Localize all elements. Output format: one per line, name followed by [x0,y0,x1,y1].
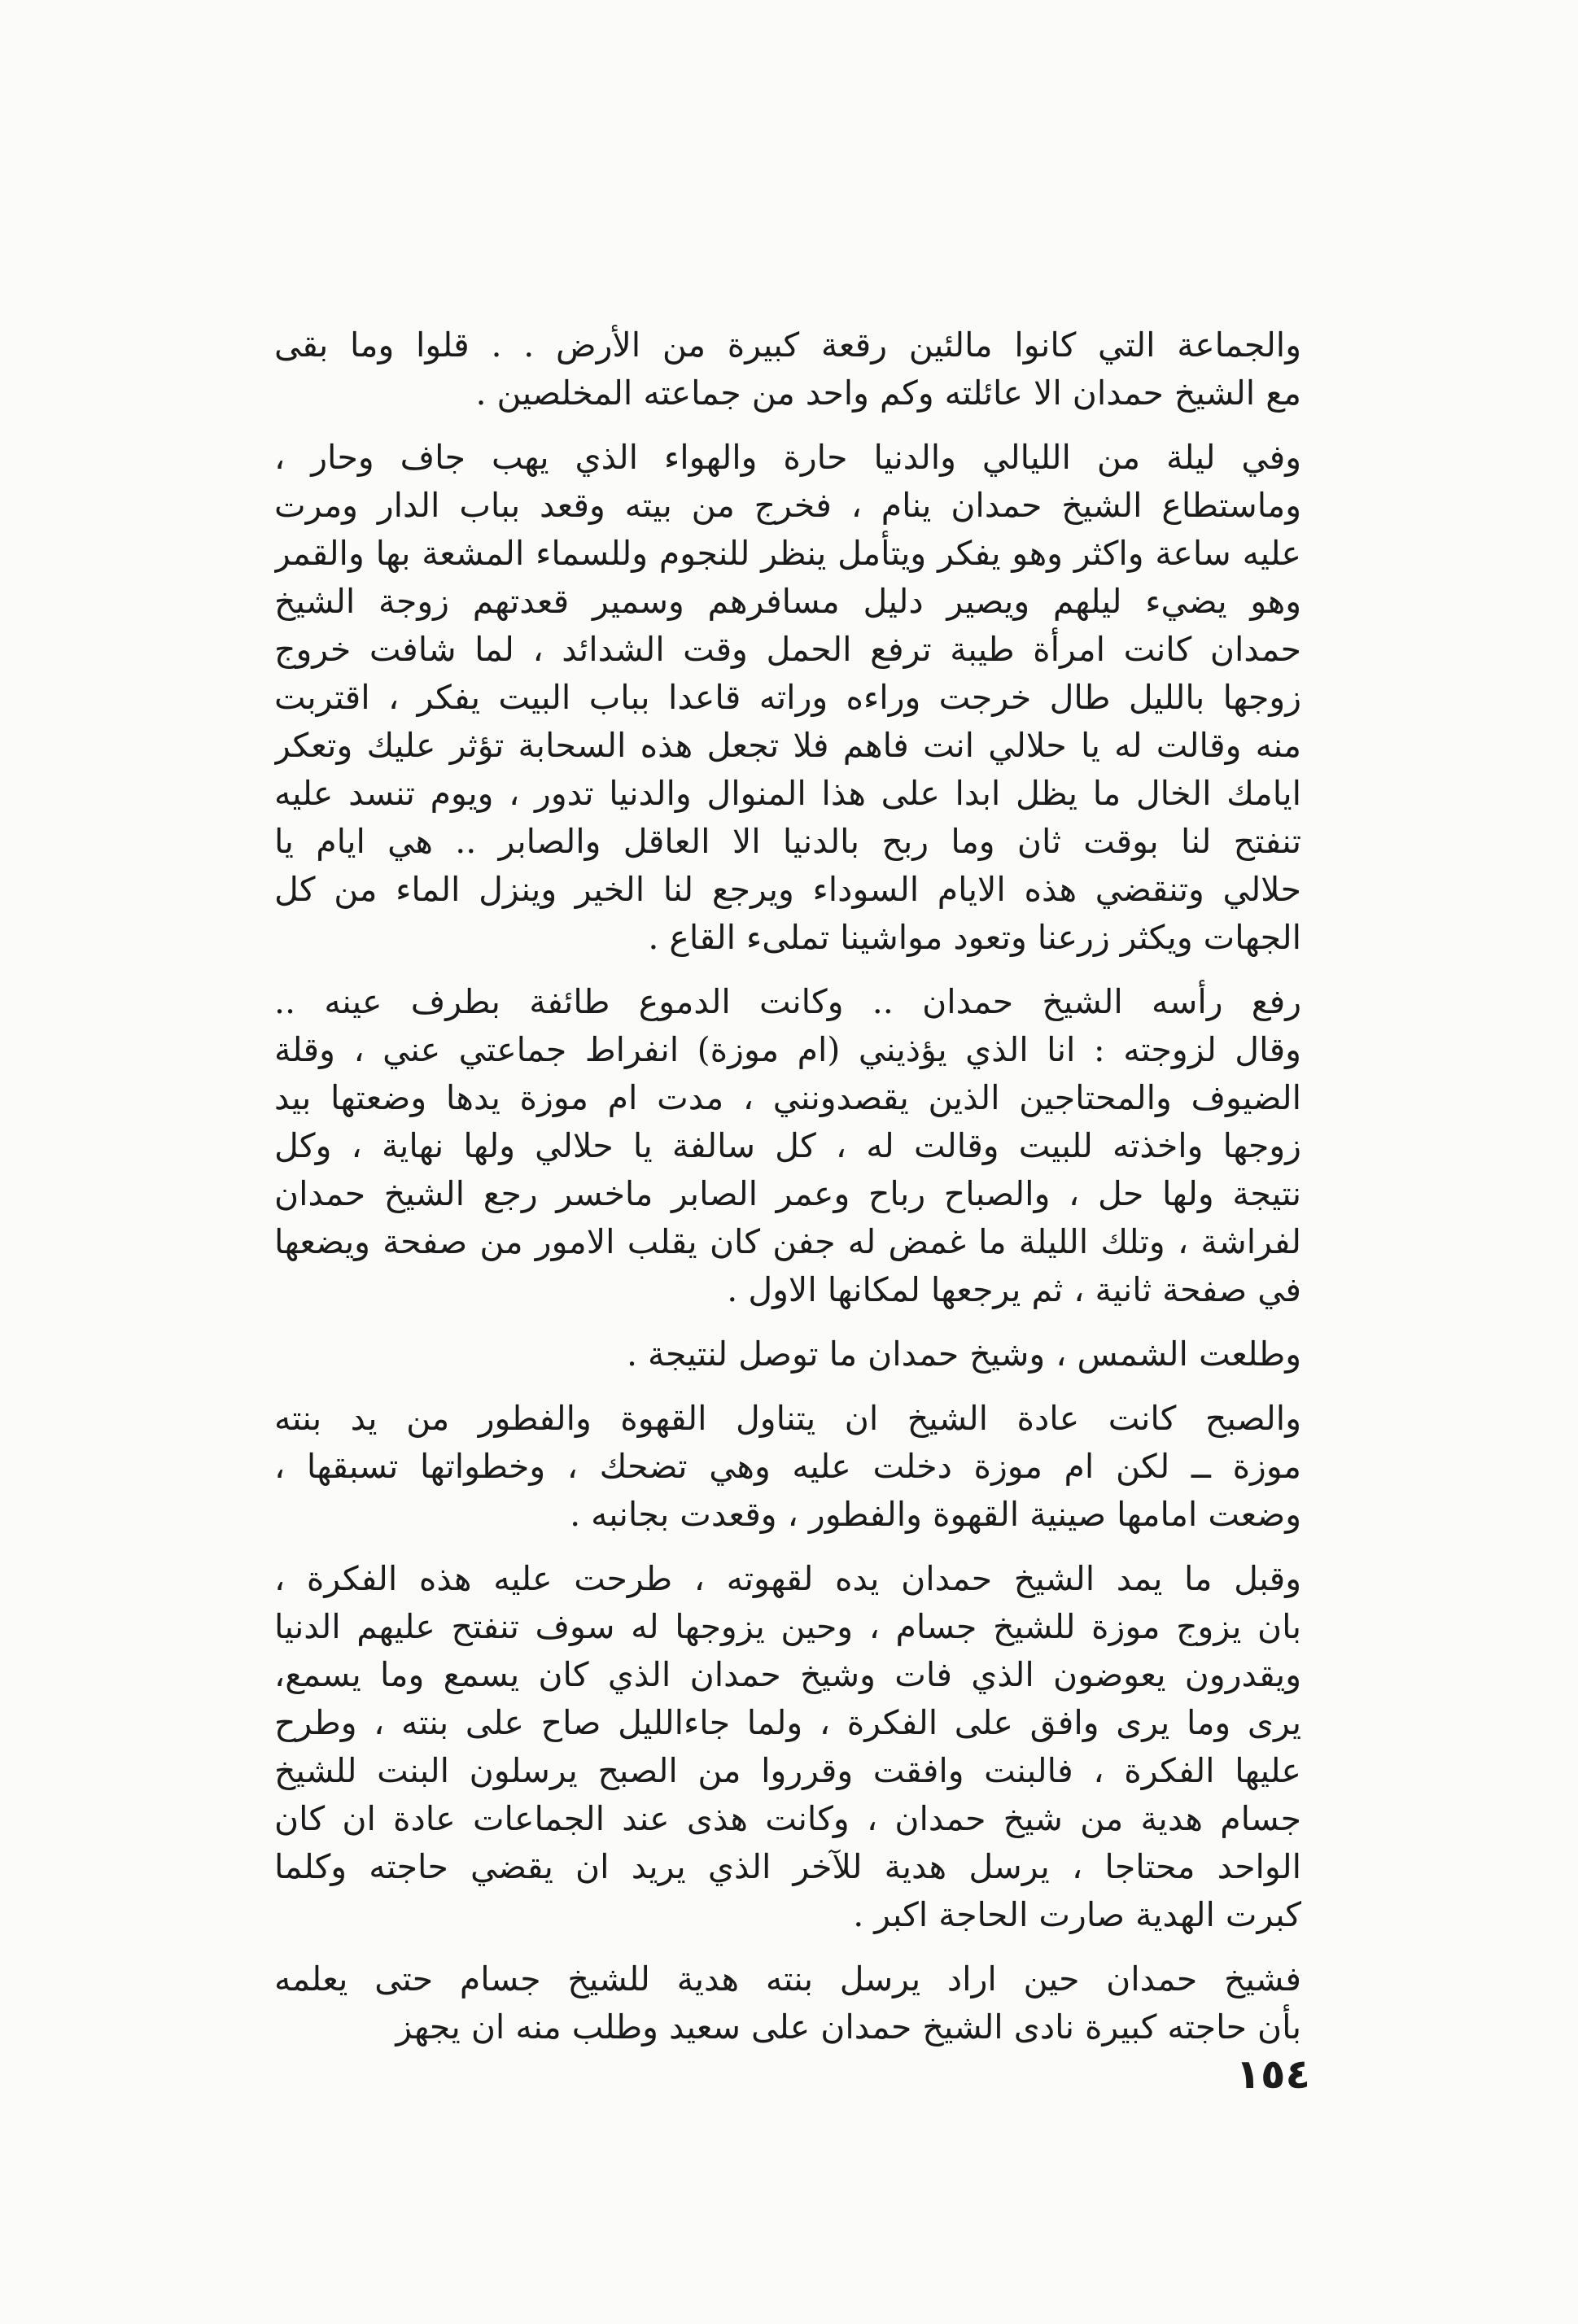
paragraph [274,978,1301,1314]
text-line: حلالي وتنقضي هذه الايام السوداء ويرجع لنا الخير وينزل الماء من كل [274,870,1301,909]
text-line: عليه ساعة واكثر وهو يفكر ويتأمل ينظر للنجوم وللسماء المشعة بها والقمر [274,534,1301,573]
text-line: والصبح كانت عادة الشيخ ان يتناول القهوة والفطور من يد بنته [274,1399,1301,1438]
text-line: رفع رأسه الشيخ حمدان .. وكانت الدموع طائفة بطرف عينه .. [274,982,1301,1021]
paragraph [274,1395,1301,1539]
text-line: نتيجة ولها حل ، والصباح رباح وعمر الصابر ماخسر رجع الشيخ حمدان [274,1174,1301,1213]
text-line: منه وقالت له يا حلالي انت فاهم فلا تجعل هذه السحابة تؤثر عليك وتعكر [274,726,1301,765]
text-line: وقبل ما يمد الشيخ حمدان يده لقهوته ، طرحت عليه هذه الفكرة ، [274,1559,1301,1598]
text-line: وماستطاع الشيخ حمدان ينام ، فخرج من بيته وقعد بباب الدار ومرت [274,486,1301,525]
page-number: ١٥٤ [1235,2051,1310,2098]
text-line: لفراشة ، وتلك الليلة ما غمض له جفن كان يقلب الامور من صفحة ويضعها [274,1222,1301,1261]
text-line: جسام هدية من شيخ حمدان ، وكانت هذى عند الجماعات عادة ان كان [274,1799,1301,1838]
paragraph-gap [274,1314,1301,1330]
text-line: بان يزوج موزة للشيخ جسام ، وحين يزوجها له سوف تنفتح عليهم الدنيا [274,1607,1301,1646]
text-line: زوجها بالليل طال خرجت وراءه وراته قاعدا بباب البيت يفكر ، اقتربت [274,678,1301,717]
body-text [274,321,1301,2051]
text-line: في صفحة ثانية ، ثم يرجعها لمكانها الاول . [727,1270,1301,1309]
text-line: وهو يضيء ليلهم ويصير دليل مسافرهم وسمير قعدتهم زوجة الشيخ [274,582,1301,621]
text-line: وضعت امامها صينية القهوة والفطور ، وقعدت بجانبه . [570,1495,1301,1534]
paragraph [274,1955,1301,2051]
paragraph-gap [274,962,1301,978]
text-line: مع الشيخ حمدان الا عائلته وكم واحد من جماعته المخلصين . [475,374,1301,413]
text-line: عليها الفكرة ، فالبنت وافقت وقرروا من الصبح يرسلون البنت للشيخ [274,1751,1301,1790]
paragraph [274,321,1301,417]
paragraph-gap [274,1939,1301,1955]
paragraph-gap [274,417,1301,434]
text-line: ويقدرون يعوضون الذي فات وشيخ حمدان الذي كان يسمع وما يسمع، [274,1655,1301,1694]
text-line: كبرت الهدية صارت الحاجة اكبر . [853,1895,1301,1934]
text-line: وقال لزوجته : انا الذي يؤذيني (ام موزة) انفراط جماعتي عني ، وقلة [274,1030,1301,1069]
text-line: فشيخ حمدان حين اراد يرسل بنته هدية للشيخ جسام حتى يعلمه [274,1959,1301,1999]
text-line: الضيوف والمحتاجين الذين يقصدونني ، مدت ام موزة يدها وضعتها بيد [274,1078,1301,1117]
text-line: حمدان كانت امرأة طيبة ترفع الحمل وقت الشدائد ، لما شافت خروج [274,630,1301,669]
text-line: يرى وما يرى وافق على الفكرة ، ولما جاءالليل صاح على بنته ، وطرح [274,1703,1301,1742]
text-line: وفي ليلة من الليالي والدنيا حارة والهواء الذي يهب جاف وحار ، [274,438,1301,477]
paragraph [274,1330,1301,1378]
text-line: موزة ــ لكن ام موزة دخلت عليه وهي تضحك ، وخطواتها تسبقها ، [274,1447,1301,1486]
paragraph [274,1555,1301,1939]
text-line: الواحد محتاجا ، يرسل هدية للآخر الذي يريد ان يقضي حاجته وكلما [274,1847,1301,1886]
paragraph-gap [274,1539,1301,1555]
paragraph [274,434,1301,962]
text-line: بأن حاجته كبيرة نادى الشيخ حمدان على سعيد وطلب منه ان يجهز [396,2007,1301,2047]
text-line: تنفتح لنا بوقت ثان وما ربح بالدنيا الا العاقل والصابر .. هي ايام يا [274,822,1301,861]
paragraph-gap [274,1378,1301,1395]
text-line: زوجها واخذته للبيت وقالت له ، كل سالفة يا حلالي ولها نهاية ، وكل [274,1126,1301,1165]
text-line: والجماعة التي كانوا مالئين رقعة كبيرة من الأرض . . قلوا وما بقى [274,325,1301,365]
text-line: ايامك الخال ما يظل ابدا على هذا المنوال والدنيا تدور ، ويوم تنسد عليه [274,774,1301,813]
text-line: الجهات ويكثر زرعنا وتعود مواشينا تملىء القاع . [648,918,1301,957]
text-line: وطلعت الشمس ، وشيخ حمدان ما توصل لنتيجة . [626,1335,1301,1374]
